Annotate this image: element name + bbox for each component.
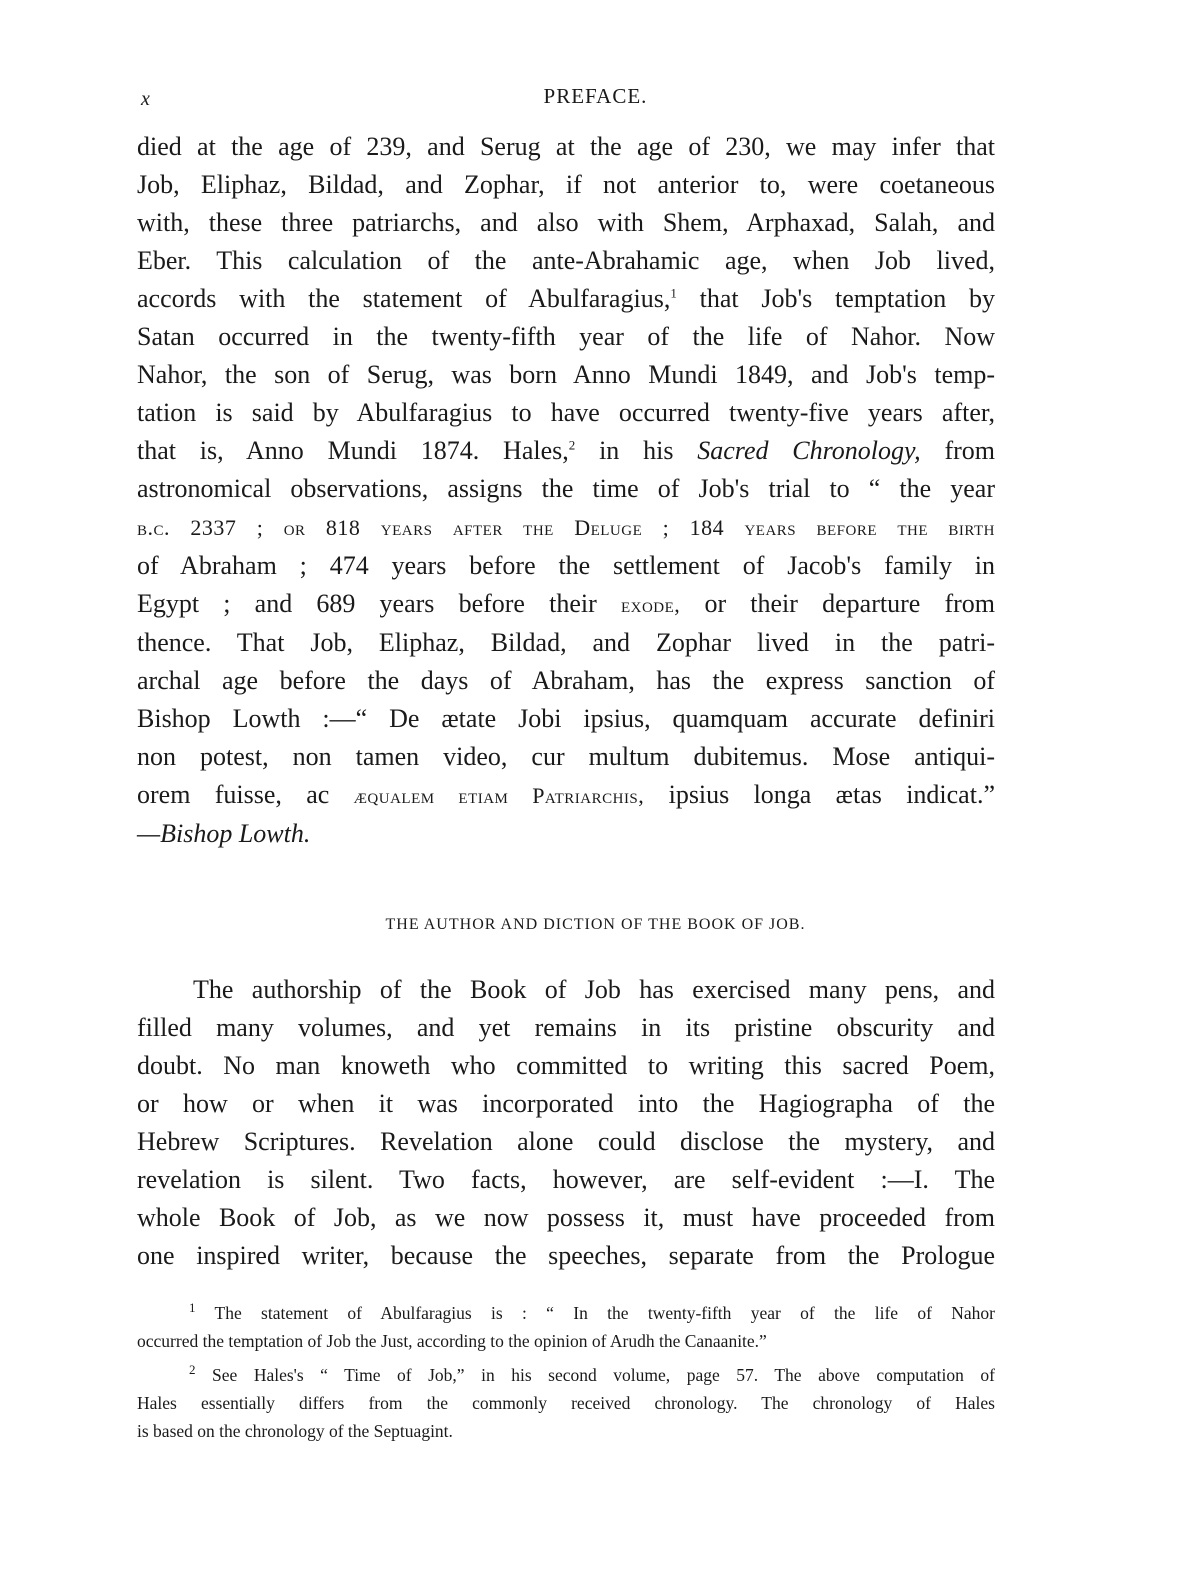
text-line: filled many volumes, and yet remains in its pristine obscurity and: [137, 1013, 995, 1042]
text-line: whole Book of Job, as we now possess it, must have proceeded from: [137, 1203, 995, 1232]
footnote-ref-1[interactable]: 1: [670, 285, 677, 301]
text-line: thence. That Job, Eliphaz, Bildad, and Zophar lived in the patri-: [137, 628, 995, 657]
footnote-marker: 1: [189, 1300, 196, 1316]
page-number: x: [141, 88, 150, 110]
smallcaps-term: æqualem etiam Patriarchis,: [353, 783, 645, 808]
text-line: with, these three patriarchs, and also with Shem, Arphaxad, Salah, and: [137, 208, 995, 237]
text-line: [137, 776, 995, 815]
text-line: died at the age of 239, and Serug at the age of 230, we may infer that: [137, 132, 995, 161]
text-line: The authorship of the Book of Job has exercised many pens, and: [193, 975, 995, 1004]
paragraph-chronology: [137, 128, 995, 853]
text-line: Hebrew Scriptures. Revelation alone could disclose the mystery, and: [137, 1127, 995, 1156]
footnote-text: occurred the temptation of Job the Just, according to the opinion of Arudh the Canaanite.”: [137, 1331, 767, 1351]
text-fragment: b.c. 2337 ; or 818 years after the Deluge ; 184 years before the birth: [137, 515, 995, 540]
text-fragment: that is, Anno Mundi 1874. Hales,: [137, 436, 569, 465]
running-title: PREFACE.: [543, 84, 648, 108]
text-line: Satan occurred in the twenty-fifth year of the life of Nahor. Now: [137, 322, 995, 351]
footnote-1: [137, 1299, 995, 1327]
text-line: tation is said by Abulfaragius to have occurred twenty-five years after,: [137, 398, 995, 427]
text-line: [137, 280, 995, 318]
text-line: doubt. No man knoweth who committed to writing this sacred Poem,: [137, 1051, 995, 1080]
text-line: astronomical observations, assigns the time of Job's trial to “ the year: [137, 474, 995, 503]
footnote-ref-2[interactable]: 2: [568, 437, 576, 453]
text-fragment: or their departure from: [680, 589, 995, 618]
text-line: Nahor, the son of Serug, was born Anno Mundi 1849, and Job's temp-: [137, 360, 995, 389]
text-fragment: that Job's temptation by: [676, 284, 996, 313]
footnote-text: The statement of Abulfaragius is : “ In the twenty-fifth year of the life of Nahor: [214, 1303, 995, 1323]
text-line: [137, 585, 995, 624]
paragraph-authorship: [137, 971, 995, 1275]
text-fragment: in his: [575, 436, 698, 465]
footnotes: [137, 1299, 995, 1445]
text-fragment: orem fuisse, ac: [137, 780, 330, 809]
text-line: of Abraham ; 474 years before the settlement of Jacob's family in: [137, 551, 995, 580]
smallcaps-term: exode,: [620, 592, 681, 617]
book-title: Sacred Chronology,: [697, 436, 921, 465]
text-fragment: from: [920, 436, 995, 465]
text-line: [137, 508, 995, 547]
footnote-text: is based on the chronology of the Septuagint.: [137, 1421, 453, 1441]
footnote-2: [137, 1361, 995, 1389]
text-fragment: ipsius longa ætas indicat.”: [644, 780, 995, 809]
text-line: archal age before the days of Abraham, has the express sanction of: [137, 666, 995, 695]
text-line: revelation is silent. Two facts, however, are self-evident :—I. The: [137, 1165, 995, 1194]
footnote-text: Hales essentially differs from the commonly received chronology. The chronology of Hales: [137, 1393, 995, 1413]
footnote-marker: 2: [189, 1362, 196, 1378]
footnote-text: See Hales's “ Time of Job,” in his second volume, page 57. The above computation of: [212, 1365, 995, 1385]
attribution: [137, 815, 995, 853]
text-line: non potest, non tamen video, cur multum dubitemus. Mose antiqui-: [137, 742, 995, 771]
attribution-text: —Bishop Lowth.: [137, 819, 311, 848]
text-line: [137, 432, 995, 470]
text-line: Job, Eliphaz, Bildad, and Zophar, if not anterior to, were coetaneous: [137, 170, 995, 199]
text-line: or how or when it was incorporated into the Hagiographa of the: [137, 1089, 995, 1118]
text-line: Eber. This calculation of the ante-Abrahamic age, when Job lived,: [137, 246, 995, 275]
section-heading: THE AUTHOR AND DICTION OF THE BOOK OF JOB.: [385, 916, 806, 933]
text-fragment: accords with the statement of Abulfaragius,: [137, 284, 671, 313]
text-line: Bishop Lowth :—“ De ætate Jobi ipsius, quamquam accurate definiri: [137, 704, 995, 733]
text-fragment: Egypt ; and 689 years before their: [137, 589, 597, 618]
text-line: one inspired writer, because the speeches, separate from the Prologue: [137, 1241, 995, 1270]
